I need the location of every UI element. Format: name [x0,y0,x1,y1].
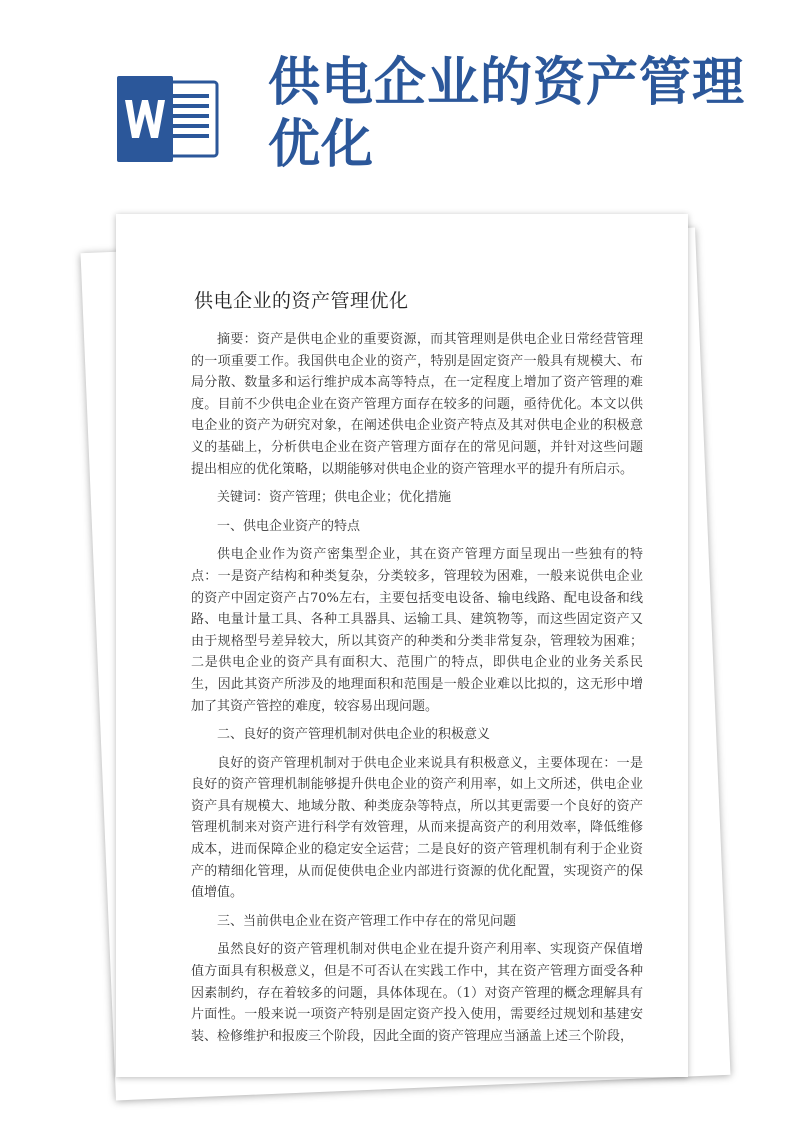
document-page [116,214,688,1077]
section-paragraph-2: 良好的资产管理机制对于供电企业来说具有积极意义，主要体现在：一是良好的资产管理机制能够提升供电企业的资产利用率，如上文所述，供电企业资产具有规模大、地域分散、种类庞杂等特点，所以其更需要一个良好的资产管理机制来对资产进行科学有效管理，从而来提高资产的利用效率，降低维修成本，进而保障企业的稳定安全运营；二是良好的资产管理机制有利于企业资产的精细化管理，从而促使供电企业内部进行资源的优化配置，实现资产的保值增值。 [191,755,643,901]
abstract-paragraph: 摘要：资产是供电企业的重要资源，而其管理则是供电企业日常经营管理的一项重要工作。我国供电企业的资产，特别是固定资产一般具有规模大、布局分散、数量多和运行维护成本高等特点，在一定程度上增加了资产管理的难度。目前不少供电企业在资产管理方面存在较多的问题，亟待优化。本文以供电企业的资产为研究对象，在阐述供电企业资产特点及其对供电企业的积极意义的基础上，分析供电企业在资产管理方面存在的常见问题，并针对这些问题提出相应的优化策略，以期能够对供电企业的资产管理水平的提升有所启示。 [191,332,643,477]
document-title: 供电企业的资产管理优化 [194,290,409,312]
document-body [191,329,643,1047]
section-heading-1: 一、供电企业资产的特点 [217,518,361,534]
banner-title: 供电企业的资产管理优化 [268,53,746,175]
section-paragraph-3: 虽然良好的资产管理机制对供电企业在提升资产利用率、实现资产保值增值方面具有积极意义，但是不可否认在实践工作中，其在资产管理方面受各种因素制约，存在着较多的问题，具体体现在。（1）对资产管理的概念理解具有片面性。一般来说一项资产特别是固定资产投入使用，需要经过规划和基建安装、检修维护和报废三个阶段，因此全面的资产管理应当涵盖上述三个阶段， [191,942,643,1044]
word-document-icon [113,76,223,162]
header-banner [0,0,800,200]
section-heading-2: 二、良好的资产管理机制对供电企业的积极意义 [217,727,491,743]
keywords-line: 关键词：资产管理；供电企业；优化措施 [217,490,452,506]
section-heading-3: 三、当前供电企业在资产管理工作中存在的常见问题 [217,913,517,929]
section-paragraph-1: 供电企业作为资产密集型企业，其在资产管理方面呈现出一些独有的特点：一是资产结构和种类复杂，分类较多，管理较为困难，一般来说供电企业的资产中固定资产占70%左右，主要包括变电设备、输电线路、配电设备和线路、电量计量工具、各种工具器具、运输工具、建筑物等，而这些固定资产又由于规格型号差异较大，所以其资产的种类和分类非常复杂，管理较为困难；二是供电企业的资产具有面积大、范围广的特点，即供电企业的业务关系民生，因此其资产所涉及的地理面积和范围是一般企业难以比拟的，这无形中增加了其资产管控的难度，较容易出现问题。 [191,547,643,714]
